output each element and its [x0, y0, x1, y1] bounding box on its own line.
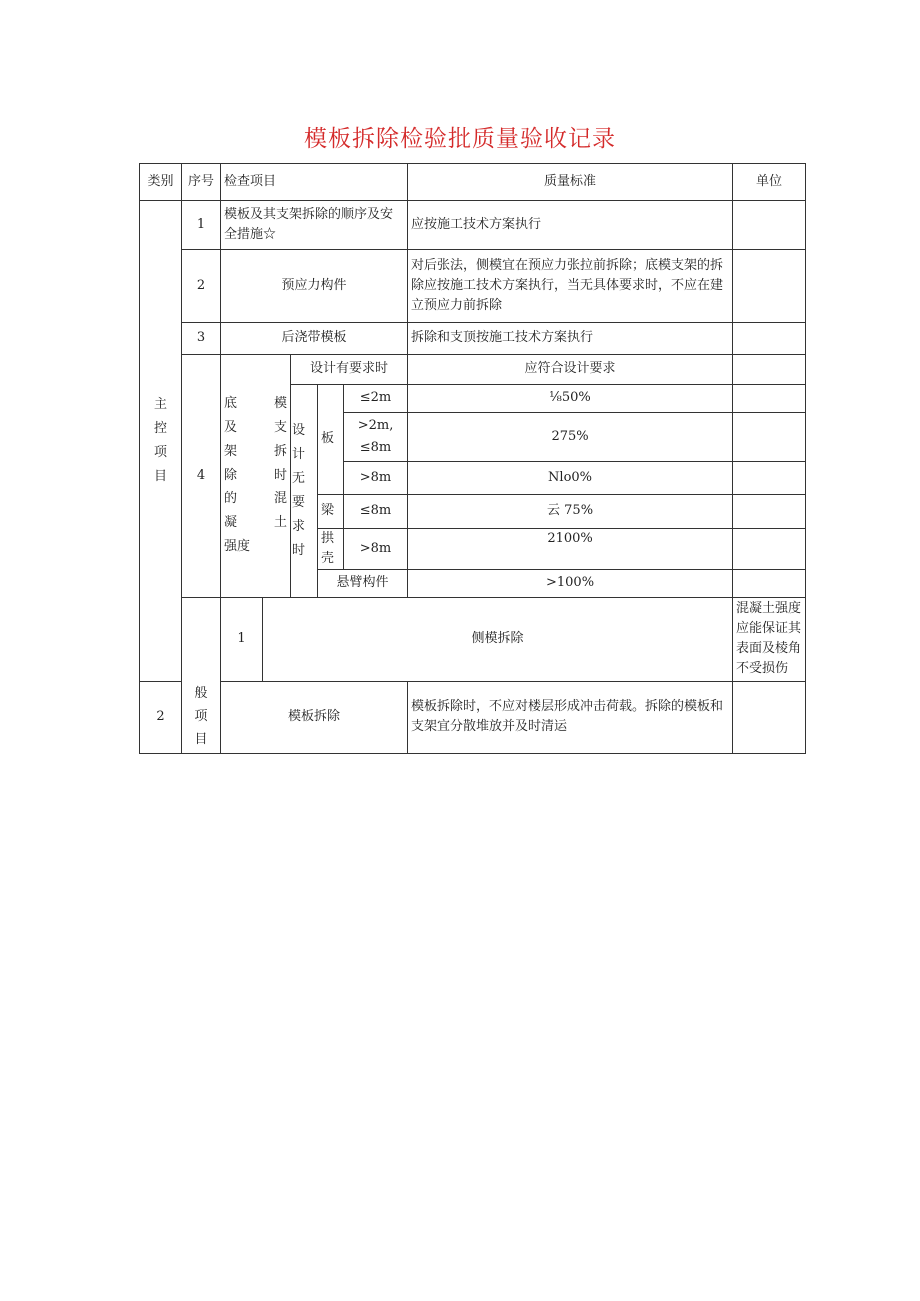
general-category-cell: [182, 598, 221, 754]
table-row: [140, 201, 806, 250]
row-index: 1: [221, 598, 263, 682]
row-unit: [733, 323, 806, 355]
header-row: [140, 164, 806, 201]
row-standard: 拆除和支顶按施工技术方案执行: [408, 323, 733, 355]
main-category-char: 主: [153, 396, 167, 412]
span-value: >8m: [344, 529, 408, 570]
header-category: 类别: [140, 164, 182, 201]
row-item: 模板拆除: [221, 681, 408, 753]
table-row: [140, 355, 806, 385]
strength-label-cell: [221, 355, 291, 598]
strength-standard: ⅛50%: [408, 385, 733, 413]
header-item: 检查项目: [221, 164, 408, 201]
strength-standard: 云 75%: [408, 495, 733, 529]
table-row: [140, 681, 806, 753]
row-index: 1: [182, 201, 221, 250]
table-row: [140, 598, 806, 682]
main-category-char: 项: [153, 444, 167, 460]
row-item: 侧模拆除: [263, 598, 733, 682]
row-standard: 模板拆除时，不应对楼层形成冲击荷载。拆除的模板和支架宜分散堆放并及时清运: [408, 681, 733, 753]
span-value: >2m, ≤8m: [344, 413, 408, 462]
strength-standard: 2100%: [408, 529, 733, 570]
row-standard: 对后张法，侧模宜在预应力张拉前拆除；底模支架的拆除应按施工技术方案执行，当无具体要求时，不应在建立预应力前拆除: [408, 250, 733, 323]
row-unit: [733, 201, 806, 250]
row-unit: [733, 570, 806, 598]
row-unit: [733, 413, 806, 462]
strength-standard: Nlo0%: [408, 462, 733, 495]
row-index: 2: [140, 681, 182, 753]
general-category-char: 项: [194, 709, 208, 725]
general-category-char: 般: [194, 686, 208, 702]
cantilever-label: 悬臂构件: [318, 570, 408, 598]
header-standard: 质量标准: [408, 164, 733, 201]
header-unit: 单位: [733, 164, 806, 201]
general-category-char: 目: [194, 731, 208, 747]
page-title: 模板拆除检验批质量验收记录: [304, 126, 616, 152]
span-value: ≤2m: [344, 385, 408, 413]
strength-standard: >100%: [408, 570, 733, 598]
row-unit: [733, 681, 806, 753]
strength-standard: 275%: [408, 413, 733, 462]
design-required-label: 设计有要求时: [291, 355, 408, 385]
row-unit: [733, 250, 806, 323]
inspection-table: [139, 163, 806, 754]
row-standard: 应按施工技术方案执行: [408, 201, 733, 250]
strength-label: 底 模 及 支 架 拆 除 时 的 混 凝 土 强度: [224, 396, 287, 554]
row-index: 3: [182, 323, 221, 355]
table-row: [140, 250, 806, 323]
row-index: 4: [182, 355, 221, 598]
beam-label: 梁: [318, 495, 344, 529]
row-unit: [733, 495, 806, 529]
row-item: 模板及其支架拆除的顺序及安全措施☆: [221, 201, 408, 250]
row-item: 后浇带模板: [221, 323, 408, 355]
design-required-standard: 应符合设计要求: [408, 355, 733, 385]
main-category-cell: [140, 201, 182, 682]
arch-label: 拱壳: [318, 529, 344, 570]
span-value: ≤8m: [344, 495, 408, 529]
row-unit: [733, 462, 806, 495]
row-unit: [733, 529, 806, 570]
row-unit: [733, 355, 806, 385]
table-row: [140, 323, 806, 355]
main-category-char: 目: [153, 468, 167, 484]
header-index: 序号: [182, 164, 221, 201]
slab-label: 板: [318, 385, 344, 495]
row-standard: 混凝土强度应能保证其表面及棱角不受损伤: [733, 598, 806, 682]
row-item: 预应力构件: [221, 250, 408, 323]
no-requirement-label: 设 计 无 要 求 时: [291, 385, 318, 598]
main-category-char: 控: [153, 420, 167, 436]
span-value: >8m: [344, 462, 408, 495]
row-unit: [733, 385, 806, 413]
row-index: 2: [182, 250, 221, 323]
